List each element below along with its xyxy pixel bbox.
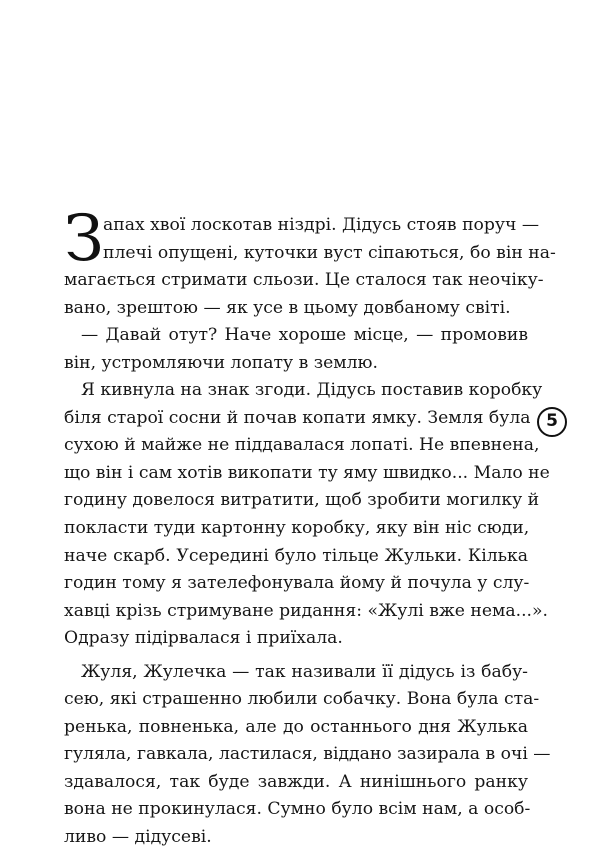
text-line: що він і сам хотів викопати ту яму швидко... Мало не xyxy=(64,462,550,483)
page-number-badge: 5 xyxy=(537,407,567,437)
text-line: плечі опущені, куточки вуст сіпаються, бо він на- xyxy=(103,242,556,263)
drop-cap: З xyxy=(64,202,104,276)
text-line: ренька, повненька, але до останнього дня Жулька xyxy=(64,716,528,737)
text-line: годину довелося витратити, щоб зробити могилку й xyxy=(64,490,540,511)
text-line: наче скарб. Усередині було тільце Жульки. Кілька xyxy=(64,545,528,566)
text-line: покласти туди картонну коробку, яку він ніс сюди, xyxy=(64,518,530,539)
text-line: він, устромляючи лопату в землю. xyxy=(64,352,378,373)
text-line: хавці крізь стримуване ридання: «Жулі вже нема...». xyxy=(64,600,549,621)
text-line: біля старої сосни й почав копати ямку. Земля була xyxy=(64,407,531,428)
text-line: апах хвої лоскотав ніздрі. Дідусь стояв поруч — xyxy=(103,215,540,235)
text-line: — Давай отут? Наче хороше місце, — промовив xyxy=(81,325,528,346)
body-text xyxy=(64,202,556,852)
text-line: магається стримати сльози. Це сталося так неочіку- xyxy=(64,270,544,291)
text-line: здавалося, так буде завжди. А нинішнього ранку xyxy=(64,771,528,792)
text-line: Я кивнула на знак згоди. Дідусь поставив коробку xyxy=(81,380,543,401)
text-line: годин тому я зателефонувала йому й почула у слу- xyxy=(64,573,530,594)
text-line: ливо — дідусеві. xyxy=(64,827,212,848)
text-line: Одразу підірвалася і приїхала. xyxy=(64,628,343,649)
text-line: сею, які страшенно любили собачку. Вона була ста- xyxy=(64,689,540,710)
text-line: вона не прокинулася. Сумно було всім нам, а особ- xyxy=(64,799,531,820)
text-line: сухою й майже не піддавалася лопаті. Не впевнена, xyxy=(64,435,540,456)
text-line: гуляла, гавкала, ластилася, віддано зазирала в очі — xyxy=(64,744,551,765)
text-line: вано, зрештою — як усе в цьому довбаному світі. xyxy=(64,297,511,318)
text-line: Жуля, Жулечка — так називали її дідусь із бабу- xyxy=(81,661,528,682)
